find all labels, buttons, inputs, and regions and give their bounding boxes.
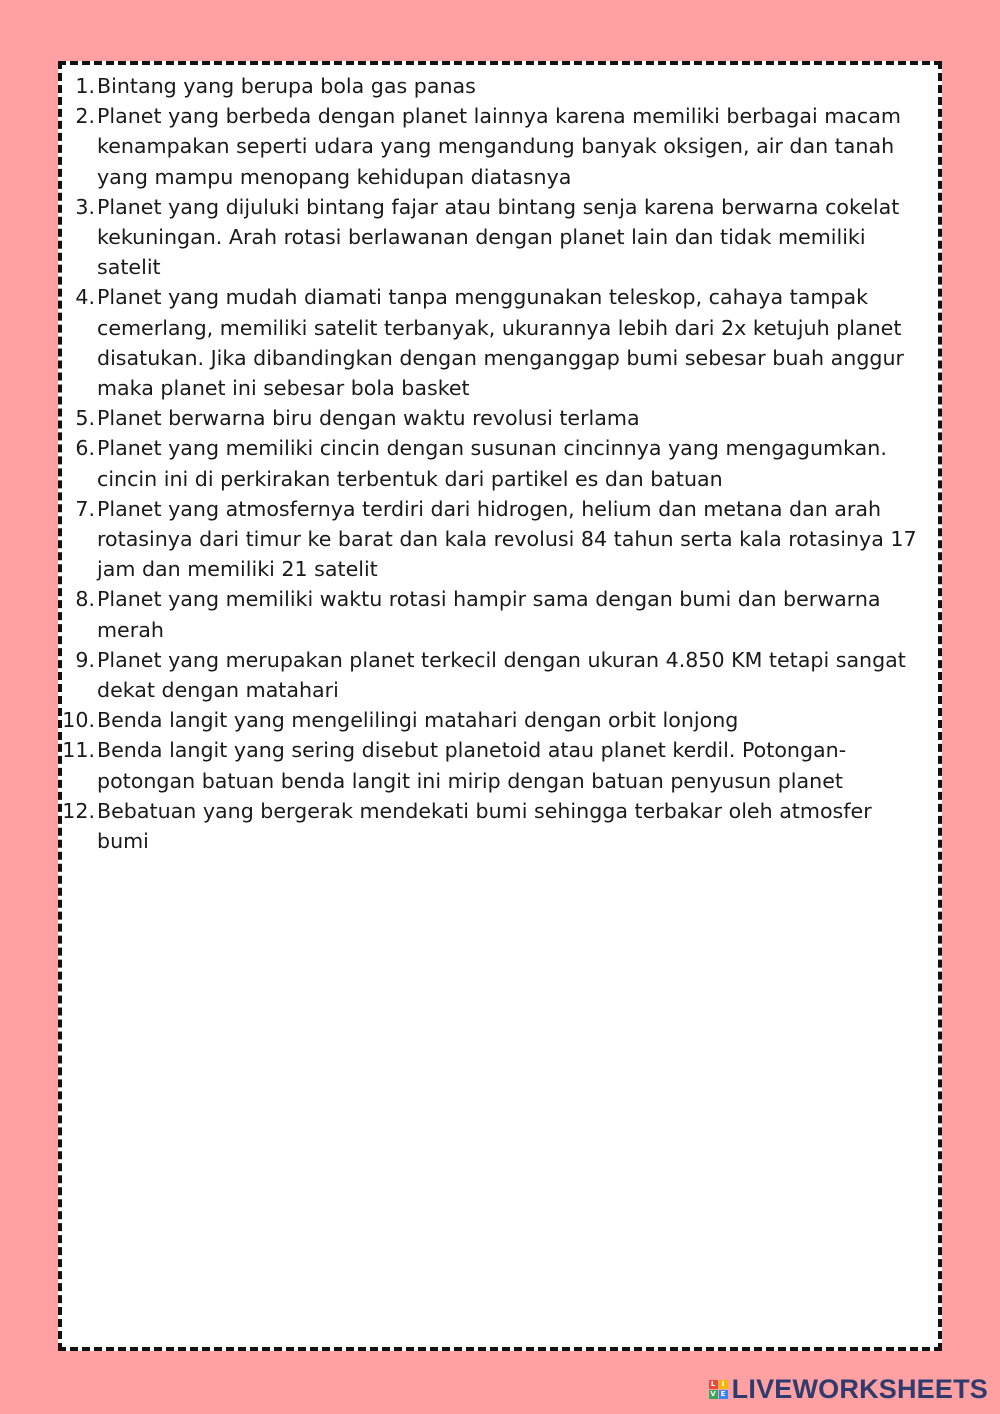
worksheet-sheet	[58, 61, 942, 1351]
question-text: Planet yang merupakan planet terkecil dengan ukuran 4.850 KM tetapi sangat dekat dengan matahari	[97, 647, 906, 703]
question-item	[62, 192, 930, 283]
question-number: 5.	[75, 406, 95, 431]
question-number: 7.	[75, 496, 95, 521]
question-number: 1.	[75, 74, 95, 98]
question-item	[62, 433, 930, 493]
question-text: Benda langit yang mengelilingi matahari dengan orbit lonjong	[97, 708, 739, 733]
question-item	[62, 796, 930, 856]
question-text: Planet yang memiliki waktu rotasi hampir sama dengan bumi dan berwarna merah	[97, 587, 881, 642]
question-item	[62, 584, 930, 644]
liveworksheets-brand	[709, 1376, 988, 1403]
question-item	[62, 494, 930, 585]
question-text: Benda langit yang sering disebut planetoid atau planet kerdil. Potongan-potongan batuan benda langit ini mirip dengan batuan penyusun planet	[97, 738, 847, 793]
brand-name: LIVEWORKSHEETS	[731, 1374, 988, 1404]
question-list	[62, 65, 938, 856]
question-number: 9.	[75, 647, 95, 672]
question-number: 6.	[75, 436, 95, 461]
question-number: 12.	[62, 798, 95, 823]
question-text: Planet yang berbeda dengan planet lainnya karena memiliki berbagai macam kenampakan seperti udara yang mengandung banyak oksigen, air dan tanah yang mampu menopang kehidupan diatasnya	[97, 104, 901, 189]
logo-letter-tile: E	[719, 1390, 728, 1399]
liveworksheets-logo-icon	[709, 1380, 728, 1399]
question-item	[62, 403, 930, 433]
question-text: Bebatuan yang bergerak mendekati bumi sehingga terbakar oleh atmosfer bumi	[97, 798, 872, 854]
question-number: 2.	[75, 104, 95, 129]
question-text: Planet yang memiliki cincin dengan susunan cincinnya yang mengagumkan. cincin ini di perkirakan terbentuk dari partikel es dan batuan	[97, 436, 887, 491]
question-item	[62, 101, 930, 192]
question-text: Planet yang dijuluki bintang fajar atau bintang senja karena berwarna cokelat kekuningan. Arah rotasi berlawanan dengan planet lain dan tidak memiliki satelit	[97, 194, 900, 280]
question-item	[62, 71, 930, 101]
logo-letter-tile: L	[709, 1380, 718, 1389]
logo-letter-tile: I	[719, 1380, 728, 1389]
question-number: 3.	[75, 194, 95, 219]
question-item	[62, 705, 930, 735]
question-text: Bintang yang berupa bola gas panas	[97, 74, 476, 98]
logo-letter-tile: V	[710, 1390, 716, 1398]
question-number: 10.	[62, 708, 95, 733]
question-text: Planet yang atmosfernya terdiri dari hidrogen, helium dan metana dan arah rotasinya dari timur ke barat dan kala revolusi 84 tahun serta kala rotasinya 17 jam dan memiliki 21 satelit	[97, 496, 917, 582]
question-item	[62, 645, 930, 705]
question-text: Planet yang mudah diamati tanpa menggunakan teleskop, cahaya tampak cemerlang, memiliki satelit terbanyak, ukurannya lebih dari 2x ketujuh planet disatukan. Jika dibandingkan dengan menganggap bumi sebesar buah anggur maka planet ini sebesar bola basket	[97, 285, 904, 401]
question-number: 4.	[75, 285, 95, 310]
question-number: 11.	[62, 738, 95, 763]
question-text: Planet berwarna biru dengan waktu revolusi terlama	[97, 406, 640, 431]
question-number: 8.	[75, 587, 95, 612]
question-item	[62, 735, 930, 795]
question-item	[62, 282, 930, 403]
